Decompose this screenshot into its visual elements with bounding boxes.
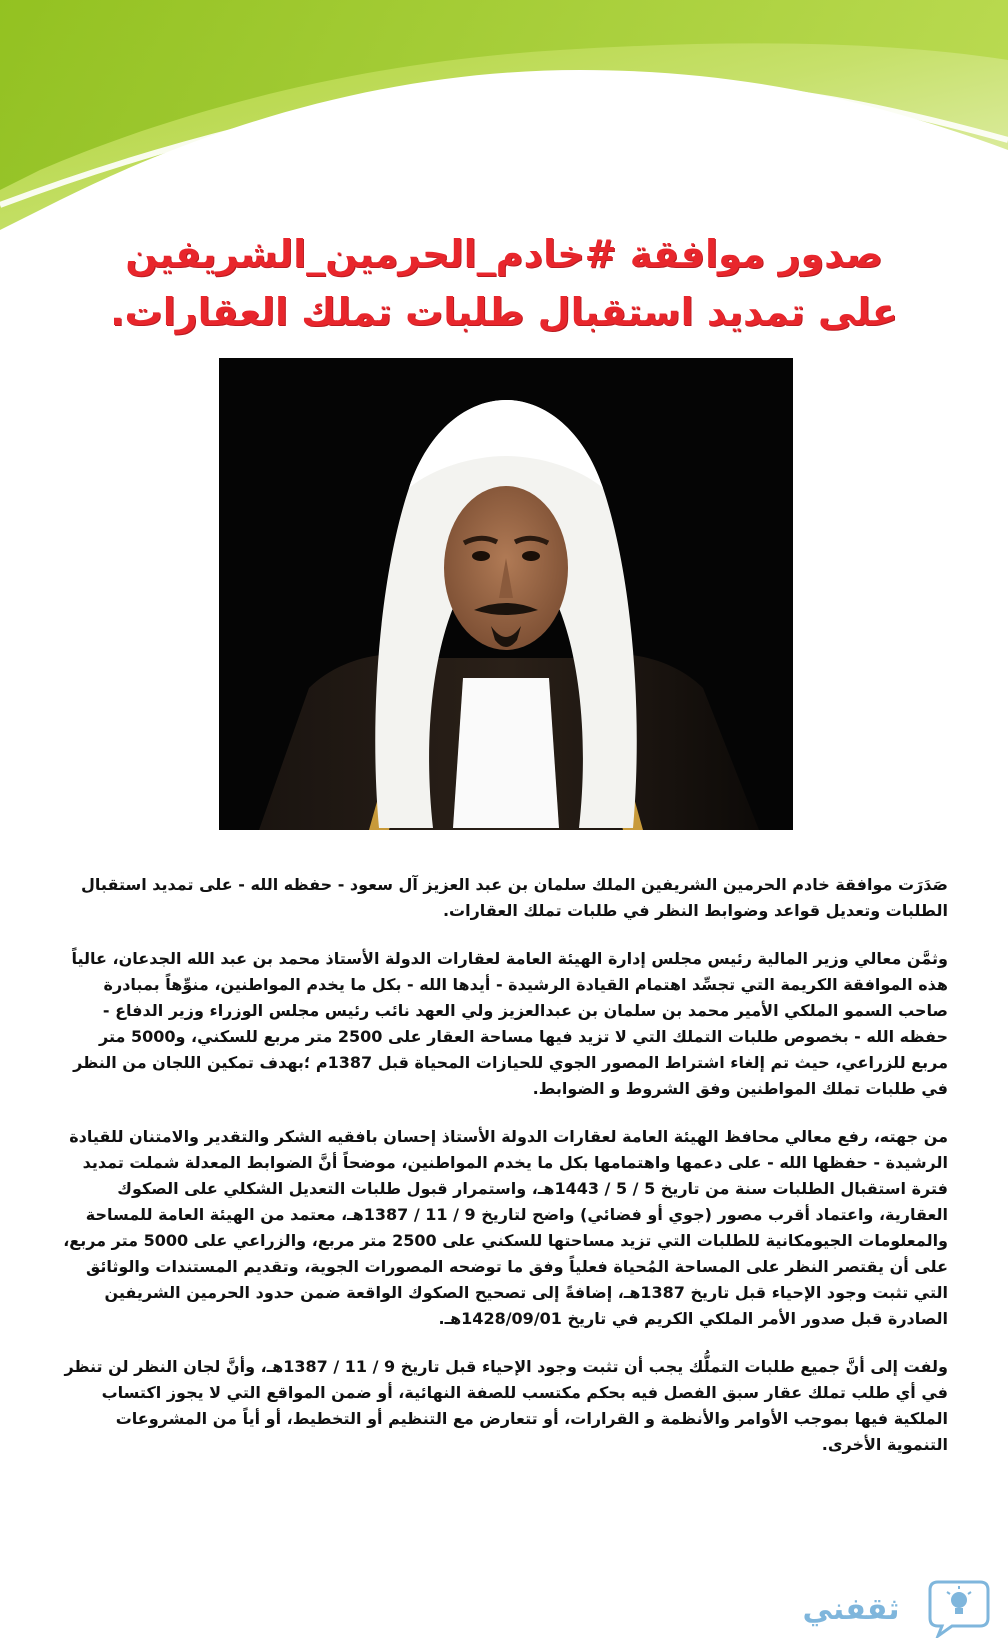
site-logo <box>786 1580 996 1640</box>
lightbulb-bubble-icon <box>922 1580 992 1638</box>
headline <box>60 225 948 341</box>
article-body <box>60 872 948 1480</box>
portrait-photo <box>219 358 793 830</box>
paragraph-1: صَدَرَت موافقة خادم الحرمين الشريفين الملك سلمان بن عبد العزيز آل سعود - حفظه الله - على تمديد استقبال الطلبات وتعديل قواعد وضوابط النظر في طلبات تملك العقارات. <box>81 875 948 920</box>
headline-line-2: على تمديد استقبال طلبات تملك العقارات. <box>110 290 898 334</box>
paragraph-4: ولفت إلى أنَّ جميع طلبات التملُّك يجب أن تثبت وجود الإحياء قبل تاريخ 9 / 11 / 1387هـ، وأنَّ لجان النظر لن تنظر في أي طلب تملك عقار سبق الفصل فيه بحكم مكتسب للصفة النهائية، أو ضمن المواقع التي لا يجوز اكتساب الملكية فيها بموجب الأوامر والأنظمة و القرارات، أو تتعارض مع التنظيم أو التخطيط، أو أياً من المشروعات التنموية الأخرى. <box>64 1357 948 1454</box>
logo-text: ثقفني <box>802 1592 900 1627</box>
headline-line-1: صدور موافقة #خادم_الحرمين_الشريفين <box>125 232 883 276</box>
header-wave-decoration <box>0 0 1008 240</box>
paragraph-2: وثمَّن معالي وزير المالية رئيس مجلس إدارة الهيئة العامة لعقارات الدولة الأستاذ محمد بن عبد الله الجدعان، عالياً هذه الموافقة الكريمة التي تجسِّد اهتمام القيادة الرشيدة - أيدها الله - بكل ما يخدم المواطنين، منوِّهاً بمبادرة صاحب السمو الملكي الأمير محمد بن سلمان بن عبدالعزيز ولي العهد نائب رئيس مجلس الوزراء وزير الدفاع - حفظه الله - بخصوص طلبات التملك التي لا تزيد فيها مساحة العقار على 2500 متر مربع للسكني، و5000 متر مربع للزراعي، حيث تم إلغاء اشتراط المصور الجوي للحيازات المحياة قبل 1387م ؛بهدف تمكين اللجان من النظر في طلبات تملك المواطنين وفق الشروط و الضوابط. <box>71 949 948 1098</box>
paragraph-3: من جهته، رفع معالي محافظ الهيئة العامة لعقارات الدولة الأستاذ إحسان بافقيه الشكر والتقدير والامتنان للقيادة الرشيدة - حفظها الله - على دعمها واهتمامها بكل ما يخدم المواطنين، موضحاً أنَّ الضوابط المعدلة شملت تمديد فترة استقبال الطلبات سنة من تاريخ 5 / 5 / 1443هـ، واستمرار قبول طلبات التعديل الشكلي على الصكوك العقارية، واعتماد أقرب مصور (جوي أو فضائي) واضح لتاريخ 9 / 11 / 1387هـ، معتمد من الهيئة العامة للمساحة والمعلومات الجيومكانية للطلبات التي تزيد مساحتها للسكني على 2500 متر مربع، والزراعي على 5000 متر مربع، على أن يقتصر النظر على المساحة المُحياة فعلياً وفق ما توضحه المصورات الجوية، وتقديم المستندات والوثائق التي تثبت وجود الإحياء قبل تاريخ 1387هـ، إضافةً إلى تصحيح الصكوك الواقعة ضمن حدود الحرمين الشريفين الصادرة قبل صدور الأمر الملكي الكريم في تاريخ 1428/09/01هـ. <box>63 1127 948 1328</box>
